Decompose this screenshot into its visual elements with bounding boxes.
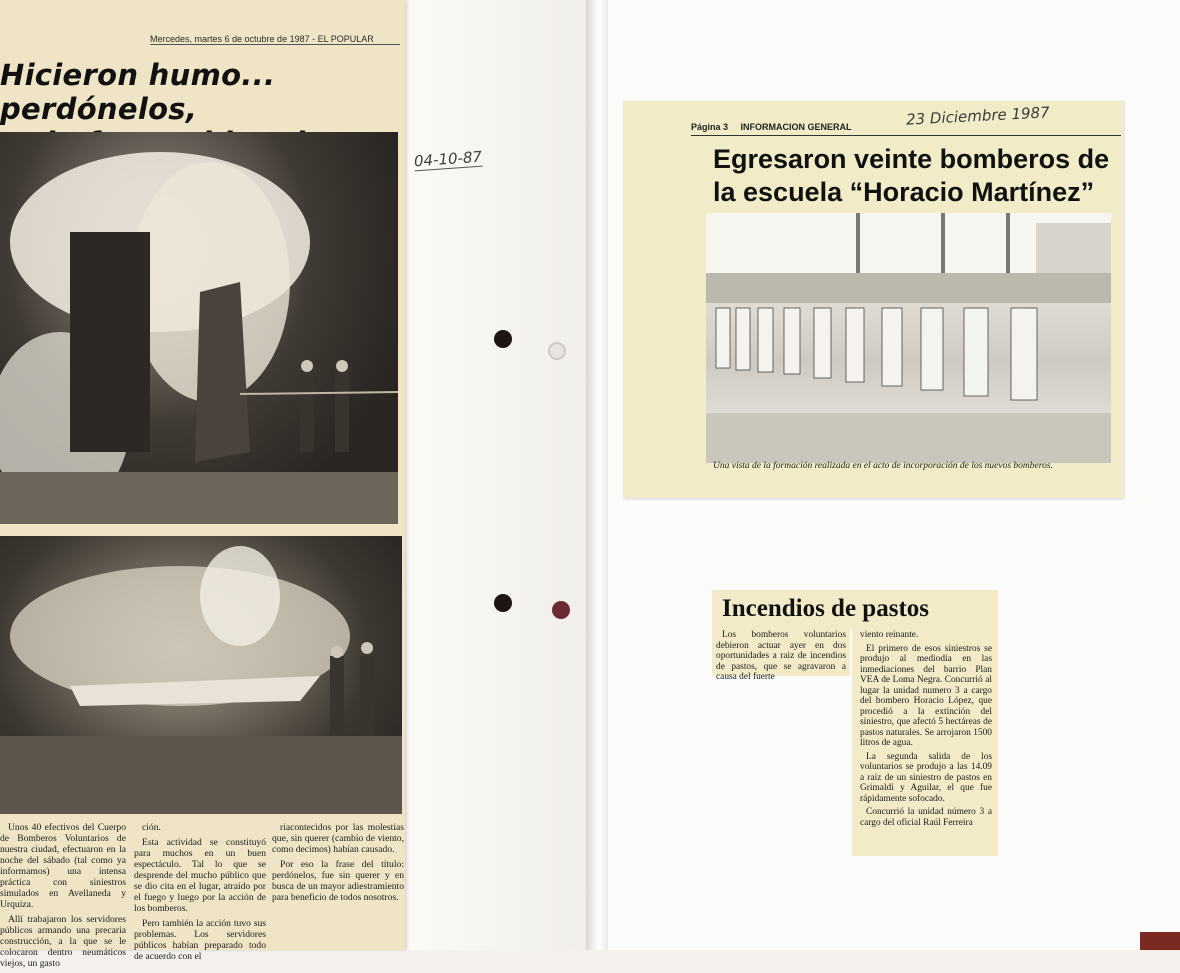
headline-line-1: Hicieron humo... perdónelos, [0, 58, 276, 126]
handwritten-date-left: 04-10-87 [413, 147, 483, 171]
article-column-1 [0, 822, 126, 973]
formation-illustration [706, 213, 1111, 463]
album-edge-strip [1140, 932, 1180, 950]
running-head: Mercedes, martes 6 de octubre de 1987 - EL POPULAR [150, 34, 400, 45]
article-column-1 [712, 628, 850, 682]
photo-caption: Una vista de la formación realizada en el acto de incorporación de los nuevos bomberos. [713, 461, 1053, 471]
paragraph: Esta actividad se constituyó para muchos en un buen espectáculo. Tal lo que se desprende del mucho público que se dio cita en el lugar, atraído por el fuego y luego por la acción de los bomberos. [134, 837, 266, 914]
binder-hole [552, 601, 570, 619]
section-label: INFORMACION GENERAL [740, 122, 852, 132]
clipping-right [623, 101, 1123, 498]
article-column-3 [272, 822, 404, 907]
fire-article-title: Incendios de pastos [712, 590, 998, 628]
clipping-fire [712, 590, 998, 855]
photo-graduation-formation [706, 213, 1111, 463]
photo-fire-second [0, 536, 402, 814]
article-column-2 [134, 822, 266, 966]
fire-car-illustration [0, 536, 402, 814]
paragraph: Allí trabajaron los servidores públicos armando una precaria construcción, a la que se le colocaron dentro neumáticos viejos, un gasto [0, 914, 126, 969]
binder-hole [548, 342, 566, 360]
photo-fire-practice [0, 132, 398, 524]
paragraph: El primero de esos siniestros se produjo al mediodía en las inmediaciones del barrio Plan VEA de Loma Negra. Concurrió al lugar la unidad numero 3 a cargo del bombero Horacio López, que procedió a la extinción del siniestro, que afectó 5 hectáreas de pastos naturales. Se arrojaron 1500 litros de agua. [860, 643, 992, 748]
handwritten-date-right: 23 Diciembre 1987 [905, 103, 1051, 129]
headline [713, 143, 1113, 209]
paragraph: Los bomberos voluntarios debieron actuar ayer en dos oportunidades a raiz de incendios de pastos, que se agravaron a causa del fuerte [716, 630, 846, 682]
paragraph: viento reinante. [860, 630, 919, 640]
paragraph: Unos 40 efectivos del Cuerpo de Bomberos Voluntarios de nuestra ciudad, efectuaron en la noche del sábado (tal como ya informamos) una intensa práctica con siniestros simulados en Avellaneda y Urquiza. [0, 822, 126, 910]
paragraph: La segunda salida de los voluntarios se produjo a las 14.09 a raiz de un siniestro de pastos en Grimaldi y Aguilar, el que fue rápidamente sofocado. [860, 751, 992, 804]
fire-scene-illustration [0, 132, 398, 524]
paragraph: Pero también la acción tuvo sus problemas. Los servidores públicos habían preparado todo de acuerdo con el [134, 918, 266, 962]
paragraph: Por eso la frase del título: perdónelos, fue sin querer y en busca de un mayor adiestramiento para beneficio de todos nosotros. [272, 859, 404, 903]
page-label: Página 3 [691, 122, 729, 132]
headline-line-2: la escuela “Horacio Martínez” [713, 177, 1095, 207]
paragraph: ción. [142, 822, 161, 833]
binder-hole [494, 594, 512, 612]
article-column-2 [852, 628, 998, 856]
page-fold [586, 0, 608, 950]
binder-hole [494, 330, 512, 348]
clipping-left [0, 0, 405, 969]
paragraph: riacontecidos por las molestias que, sin querer (cambio de viento, como decimos) habían causado. [272, 822, 404, 855]
headline-line-1: Egresaron veinte bomberos de [713, 144, 1110, 174]
paragraph: Concurrió la unidad número 3 a cargo del oficial Raúl Ferreira [860, 807, 992, 828]
article-body [0, 822, 405, 969]
